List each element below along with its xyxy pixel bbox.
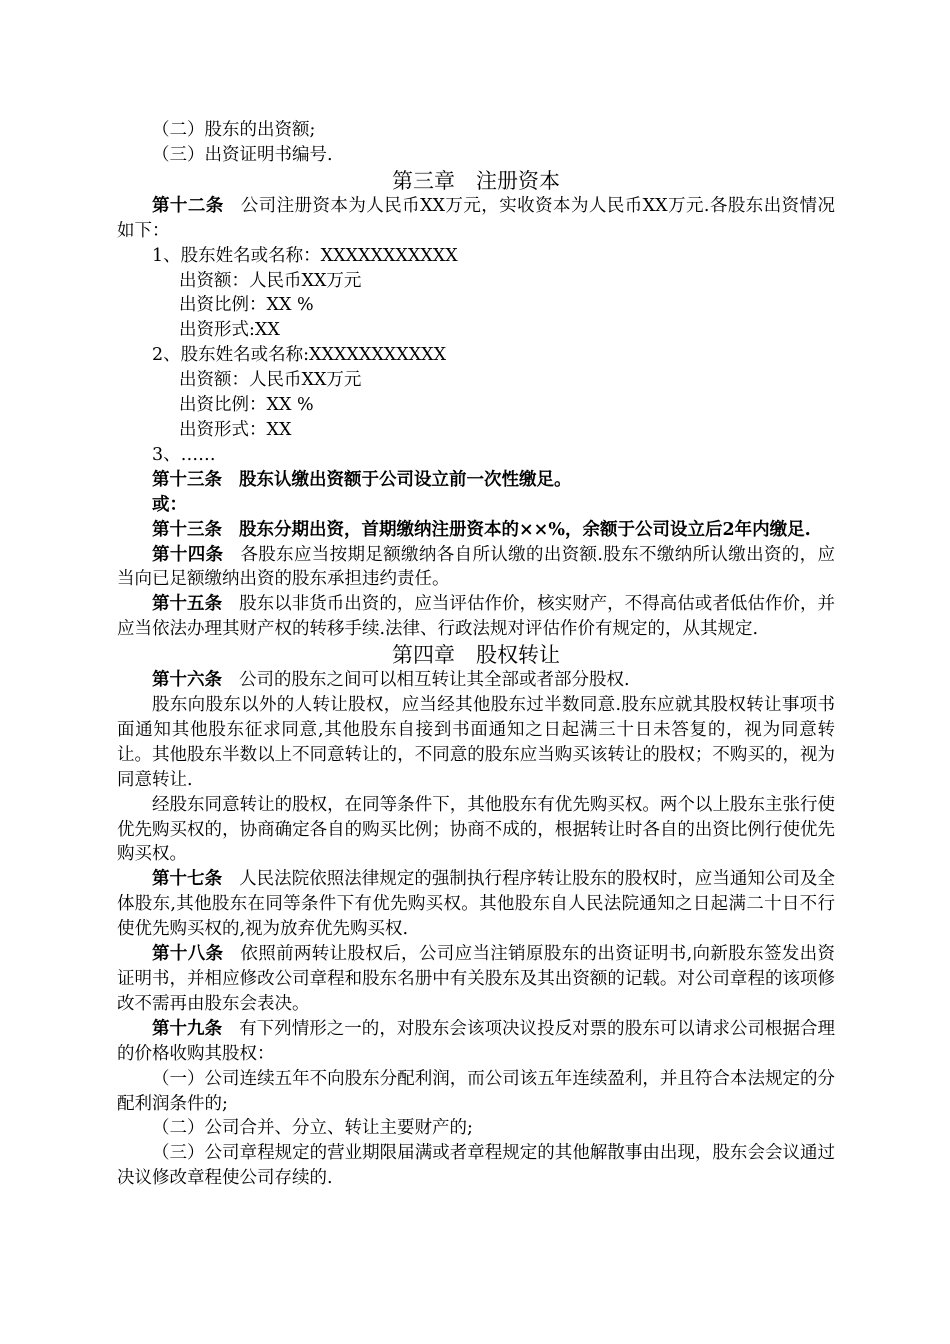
article-13-option-a — [117, 468, 835, 493]
contribution-form: 出资形式：XX — [179, 419, 292, 440]
chapter-heading: 第四章 股权转让 — [392, 643, 560, 668]
article-number: 第十四条 — [152, 544, 224, 565]
article-number: 第十三条 — [152, 469, 222, 490]
list-item: 3、…… — [152, 444, 216, 465]
document-body — [117, 118, 835, 1191]
article-number: 第十七条 — [152, 869, 223, 890]
list-item: （二）公司合并、分立、转让主要财产的; — [152, 1118, 473, 1139]
list-item: （三）出资证明书编号. — [152, 144, 333, 165]
article-number: 第十八条 — [152, 944, 224, 965]
article-text: 股东以非货币出资的，应当评估作价，核实财产，不得高估或者低估作价，并应当依法办理其财产权的转移手续.法律、行政法规对评估作价有规定的，从其规定. — [117, 594, 835, 640]
article-15 — [117, 592, 835, 642]
paragraph: 经股东同意转让的股权，在同等条件下，其他股东有优先购买权。两个以上股东主张行使优先购买权的，协商确定各自的购买比例；协商不成的，根据转让时各自的出资比例行使优先购买权。 — [117, 794, 835, 865]
article-number: 第十九条 — [152, 1018, 223, 1039]
article-19 — [117, 1017, 835, 1067]
contribution-amount: 出资额：人民币XX万元 — [179, 370, 362, 391]
contribution-ratio: 出资比例：XX % — [179, 395, 314, 416]
or-label: 或： — [152, 494, 187, 515]
list-item: （三）公司章程规定的营业期限届满或者章程规定的其他解散事由出现，股东会会议通过决议修改章程使公司存续的. — [117, 1143, 835, 1189]
article-text: 股东认缴出资额于公司设立前一次性缴足。 — [239, 469, 572, 490]
article-text: 各股东应当按期足额缴纳各自所认缴的出资额.股东不缴纳所认缴出资的，应当向已足额缴纳出资的股东承担违约责任。 — [117, 544, 836, 590]
article-text: 人民法院依照法律规定的强制执行程序转让股东的股权时，应当通知公司及全体股东,其他股东在同等条件下有优先购买权。其他股东自人民法院通知之日起满二十日不行使优先购买权的,视为放弃优先购买权. — [117, 869, 835, 940]
contribution-ratio: 出资比例：XX % — [179, 295, 314, 316]
article-number: 第十六条 — [152, 670, 222, 691]
shareholder-name: 2、股东姓名或名称:XXXXXXXXXXX — [152, 345, 447, 366]
article-text: 公司注册资本为人民币XX万元，实收资本为人民币XX万元.各股东出资情况如下： — [117, 195, 835, 241]
article-text: 公司的股东之间可以相互转让其全部或者部分股权. — [239, 670, 630, 691]
contribution-form: 出资形式:XX — [179, 320, 280, 341]
article-text: 股东分期出资，首期缴纳注册资本的××%，余额于公司设立后2年内缴足. — [239, 519, 811, 540]
chapter-heading: 第三章 注册资本 — [392, 168, 560, 193]
list-item: （一）公司连续五年不向股东分配利润，而公司该五年连续盈利，并且符合本法规定的分配利润条件的; — [117, 1068, 835, 1114]
article-number: 第十五条 — [152, 594, 223, 615]
article-number: 第十二条 — [152, 195, 224, 216]
shareholder-name: 1、股东姓名或名称：XXXXXXXXXXX — [152, 245, 458, 266]
article-12 — [117, 194, 835, 244]
paragraph: 股东向股东以外的人转让股权，应当经其他股东过半数同意.股东应就其股权转让事项书面通知其他股东征求同意,其他股东自接到书面通知之日起满三十日未答复的，视为同意转让。其他股东半数以上不同意转让的，不同意的股东应当购买该转让的股权；不购买的，视为同意转让. — [117, 695, 835, 790]
article-text: 有下列情形之一的，对股东会该项决议投反对票的股东可以请求公司根据合理的价格收购其股权： — [117, 1018, 835, 1064]
article-17 — [117, 867, 835, 942]
article-16 — [117, 668, 835, 693]
list-item: （二）股东的出资额; — [152, 120, 316, 140]
article-13-option-b — [117, 518, 835, 543]
article-number: 第十三条 — [152, 519, 222, 540]
article-14 — [117, 543, 835, 593]
article-18 — [117, 942, 835, 1017]
contribution-amount: 出资额：人民币XX万元 — [179, 270, 362, 291]
article-text: 依照前两转让股权后，公司应当注销原股东的出资证明书,向新股东签发出资证明书，并相应修改公司章程和股东名册中有关股东及其出资额的记载。对公司章程的该项修改不需再由股东会表决。 — [117, 944, 836, 1014]
